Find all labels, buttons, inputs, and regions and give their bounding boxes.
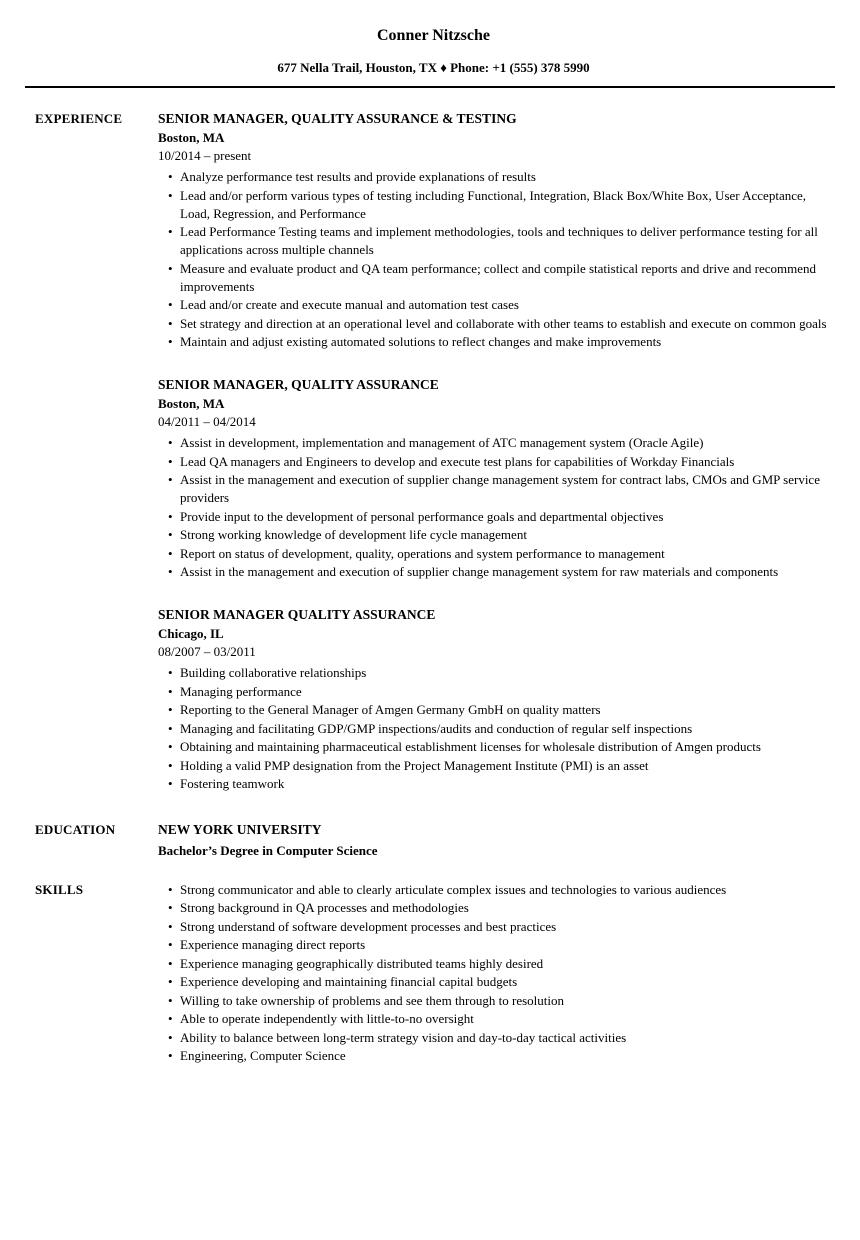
bullet-item: • Managing and facilitating GDP/GMP inspections/audits and conduction of regular self inspections bbox=[168, 720, 832, 738]
skill-item: • Willing to take ownership of problems and see them through to resolution bbox=[168, 992, 832, 1010]
bullet-item: • Obtaining and maintaining pharmaceutical establishment licenses for wholesale distribution of Amgen products bbox=[168, 738, 832, 756]
header-divider bbox=[25, 86, 835, 88]
bullet-item: • Building collaborative relationships bbox=[168, 664, 832, 682]
job-bullets bbox=[168, 664, 832, 793]
job-entry bbox=[158, 605, 832, 793]
resume-header bbox=[35, 26, 832, 88]
bullet-item: • Holding a valid PMP designation from the Project Management Institute (PMI) is an asset bbox=[168, 757, 832, 775]
education-section bbox=[35, 820, 832, 860]
skill-item: • Engineering, Computer Science bbox=[168, 1047, 832, 1065]
job-dates: 08/2007 – 03/2011 bbox=[158, 644, 256, 659]
job-dates: 04/2011 – 04/2014 bbox=[158, 414, 256, 429]
bullet-item: • Managing performance bbox=[168, 683, 832, 701]
skills-list bbox=[168, 881, 832, 1066]
bullet-item: • Lead QA managers and Engineers to develop and execute test plans for capabilities of Workday Financials bbox=[168, 453, 832, 471]
bullet-item: • Lead and/or create and execute manual and automation test cases bbox=[168, 296, 832, 314]
bullet-item: • Measure and evaluate product and QA team performance; collect and compile statistical reports and drive and recommend improvements bbox=[168, 260, 832, 296]
candidate-name: Conner Nitzsche bbox=[376, 27, 491, 44]
bullet-item: • Provide input to the development of personal performance goals and departmental objectives bbox=[168, 508, 832, 526]
bullet-item: • Set strategy and direction at an operational level and collaborate with other teams to establish and execute on common goals bbox=[168, 315, 832, 333]
job-title: SENIOR MANAGER, QUALITY ASSURANCE & TESTING bbox=[158, 111, 517, 126]
job-bullets bbox=[168, 168, 832, 351]
job-dates: 10/2014 – present bbox=[158, 148, 252, 163]
section-label-experience: EXPERIENCE bbox=[35, 111, 123, 126]
bullet-item: • Strong working knowledge of development life cycle management bbox=[168, 526, 832, 544]
section-label-skills: SKILLS bbox=[35, 881, 84, 897]
bullet-item: • Lead Performance Testing teams and implement methodologies, tools and techniques to deliver performance testing for all applications across multiple channels bbox=[168, 223, 832, 259]
skill-item: • Ability to balance between long-term strategy vision and day-to-day tactical activities bbox=[168, 1029, 832, 1047]
section-label-education: EDUCATION bbox=[35, 821, 116, 837]
degree: Bachelor’s Degree in Computer Science bbox=[158, 842, 378, 858]
skill-item: • Strong understand of software development processes and best practices bbox=[168, 918, 832, 936]
school-name: NEW YORK UNIVERSITY bbox=[158, 821, 322, 837]
job-entry bbox=[158, 109, 832, 351]
bullet-item: • Analyze performance test results and provide explanations of results bbox=[168, 168, 832, 186]
bullet-item: • Fostering teamwork bbox=[168, 775, 832, 793]
experience-jobs bbox=[158, 109, 832, 794]
skill-item: • Strong background in QA processes and methodologies bbox=[168, 899, 832, 917]
bullet-item: • Lead and/or perform various types of testing including Functional, Integration, Black Box/White Box, User Acceptance, Load, Regression, and Performance bbox=[168, 187, 832, 223]
skill-item: • Experience managing direct reports bbox=[168, 936, 832, 954]
job-location: Chicago, IL bbox=[158, 626, 224, 641]
skill-item: • Experience managing geographically distributed teams highly desired bbox=[168, 955, 832, 973]
contact-line: 677 Nella Trail, Houston, TX ♦ Phone: +1 (555) 378 5990 bbox=[277, 60, 590, 75]
bullet-item: • Reporting to the General Manager of Amgen Germany GmbH on quality matters bbox=[168, 701, 832, 719]
bullet-item: • Report on status of development, quality, operations and system performance to management bbox=[168, 545, 832, 563]
bullet-item: • Assist in the management and execution of supplier change management system for contract labs, CMOs and GMP service providers bbox=[168, 471, 832, 507]
skills-section bbox=[35, 880, 832, 1066]
bullet-item: • Assist in the management and execution of supplier change management system for raw materials and components bbox=[168, 563, 832, 581]
job-title: SENIOR MANAGER QUALITY ASSURANCE bbox=[158, 607, 436, 622]
skill-item: • Experience developing and maintaining financial capital budgets bbox=[168, 973, 832, 991]
job-entry bbox=[158, 375, 832, 581]
skill-item: • Able to operate independently with little-to-no oversight bbox=[168, 1010, 832, 1028]
job-location: Boston, MA bbox=[158, 396, 225, 411]
job-title: SENIOR MANAGER, QUALITY ASSURANCE bbox=[158, 377, 439, 392]
job-location: Boston, MA bbox=[158, 130, 225, 145]
bullet-item: • Maintain and adjust existing automated solutions to reflect changes and make improvements bbox=[168, 333, 832, 351]
experience-section bbox=[35, 109, 832, 794]
bullet-item: • Assist in development, implementation and management of ATC management system (Oracle Agile) bbox=[168, 434, 832, 452]
job-bullets bbox=[168, 434, 832, 581]
skill-item: • Strong communicator and able to clearly articulate complex issues and technologies to various audiences bbox=[168, 881, 832, 899]
education-content bbox=[158, 820, 832, 860]
